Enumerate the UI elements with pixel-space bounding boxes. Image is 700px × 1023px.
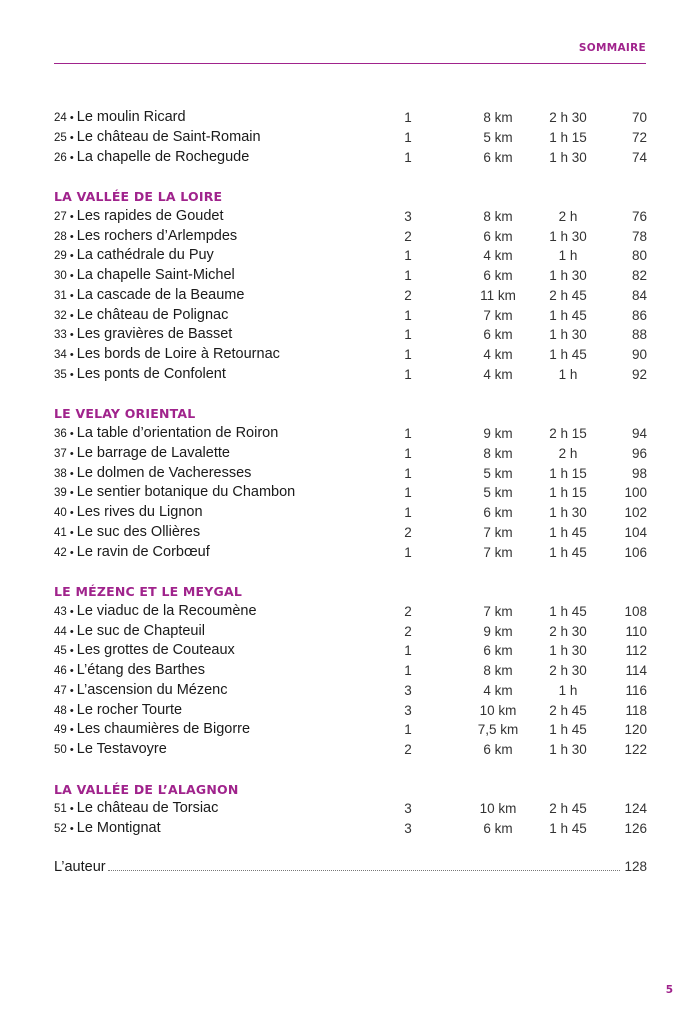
entry-page: 88 (631, 327, 647, 343)
entry-number: 49 (54, 724, 67, 737)
bullet-separator: • (66, 270, 77, 282)
entry-number: 32 (54, 309, 67, 322)
section-spacer (54, 385, 647, 405)
entry-title: Les bords de Loire à Retournac (76, 346, 280, 362)
entry-duration: 1 h 45 (549, 544, 587, 560)
entry-title: Le sentier botanique du Chambon (76, 484, 296, 501)
entry-number: 50 (54, 744, 67, 756)
toc-entry[interactable] (54, 325, 647, 345)
entry-title-group (54, 701, 182, 722)
entry-number: 36 (54, 428, 67, 440)
entry-number: 38 (54, 467, 67, 480)
entry-title-group (54, 543, 210, 564)
toc-entry[interactable] (54, 464, 647, 484)
entry-duration: 1 h 30 (549, 742, 587, 757)
bullet-separator: • (66, 487, 77, 500)
section-heading: LA VALLÉE DE LA LOIRE (54, 189, 223, 204)
toc-entry[interactable] (54, 799, 647, 819)
bullet-separator: • (66, 447, 77, 460)
entry-title-group (54, 740, 167, 761)
entry-distance: 6 km (483, 268, 513, 283)
entry-title-group (54, 661, 205, 682)
toc-entry[interactable] (54, 701, 647, 721)
section-heading: LE VELAY ORIENTAL (54, 406, 196, 422)
entry-title-group (54, 148, 249, 169)
entry-title: Le suc de Chapteuil (76, 622, 205, 639)
bullet-separator: • (66, 210, 77, 223)
entry-title: Le ravin de Corbœuf (76, 543, 210, 560)
entry-title: Le rocher Tourte (76, 701, 183, 718)
entry-page: 76 (631, 208, 647, 224)
toc-entry[interactable] (54, 306, 647, 326)
entry-number: 27 (54, 210, 67, 223)
entry-page: 104 (624, 524, 647, 540)
author-label: L’auteur (54, 859, 106, 875)
entry-difficulty: 1 (404, 149, 412, 165)
bullet-separator: • (66, 625, 77, 638)
toc-entry[interactable] (54, 108, 647, 128)
entry-title-group (54, 681, 228, 702)
bullet-separator: • (66, 605, 77, 618)
bullet-separator: • (66, 526, 77, 539)
entry-distance: 4 km (483, 347, 513, 362)
entry-number: 43 (54, 605, 67, 618)
entry-title-group (54, 503, 203, 524)
entry-distance: 8 km (483, 110, 513, 125)
entry-title: Les rapides de Goudet (76, 207, 224, 224)
entry-title-group (54, 444, 230, 465)
entry-title: Les rochers d’Arlempdes (76, 227, 238, 244)
entry-difficulty: 3 (404, 821, 412, 836)
entry-number: 35 (54, 368, 67, 381)
entry-duration: 2 h 45 (549, 702, 587, 718)
entry-title-group (54, 819, 161, 840)
toc-entry[interactable] (54, 661, 647, 681)
entry-page: 114 (625, 663, 647, 678)
dot-leader (108, 870, 621, 871)
entry-distance: 6 km (483, 643, 513, 659)
entry-duration: 2 h 30 (549, 663, 587, 678)
entry-number: 34 (54, 349, 67, 361)
entry-difficulty: 3 (404, 702, 412, 718)
toc-entry[interactable] (54, 266, 647, 286)
entry-page: 86 (631, 307, 647, 323)
entry-duration: 2 h 15 (549, 426, 587, 441)
toc-entry[interactable] (54, 681, 647, 701)
entry-duration: 1 h 15 (549, 485, 587, 501)
entry-title-group (54, 207, 223, 228)
entry-difficulty: 3 (404, 208, 412, 224)
toc-entry[interactable] (54, 602, 647, 622)
entry-page: 108 (624, 603, 647, 619)
entry-difficulty: 2 (404, 228, 412, 244)
entry-number: 28 (54, 230, 67, 243)
entry-difficulty: 1 (404, 347, 412, 362)
entry-title: La chapelle de Rochegude (76, 148, 250, 165)
entry-duration: 2 h (558, 445, 578, 461)
entry-difficulty: 1 (404, 268, 412, 283)
bullet-separator: • (66, 467, 77, 480)
entry-distance: 7 km (483, 544, 513, 560)
bullet-separator: • (66, 546, 77, 559)
entry-page: 126 (624, 821, 647, 836)
entry-title: Les grottes de Couteaux (76, 642, 235, 659)
bullet-separator: • (66, 724, 77, 737)
entry-number: 41 (54, 526, 67, 539)
entry-duration: 1 h (558, 366, 578, 382)
entry-duration: 1 h 30 (549, 268, 587, 283)
entry-title-group (54, 641, 235, 662)
entry-page: 106 (624, 544, 647, 560)
entry-title: Le viaduc de la Recoumène (76, 602, 257, 619)
toc-entry[interactable] (54, 207, 647, 227)
bullet-separator: • (66, 507, 77, 519)
bullet-separator: • (66, 823, 77, 835)
running-header: SOMMAIRE (578, 42, 646, 54)
toc-entry[interactable] (54, 503, 647, 523)
bullet-separator: • (66, 289, 77, 302)
entry-page: 72 (631, 129, 647, 145)
entry-title-group (54, 622, 205, 643)
entry-difficulty: 1 (404, 248, 412, 264)
entry-duration: 1 h 15 (549, 465, 587, 481)
bullet-separator: • (66, 704, 77, 717)
entry-title-group (54, 523, 200, 544)
entry-title: Le Montignat (76, 820, 161, 836)
entry-number: 47 (54, 684, 67, 697)
entry-title-group (54, 227, 237, 248)
entry-difficulty: 2 (404, 603, 412, 619)
entry-number: 25 (54, 131, 67, 144)
toc-entry[interactable] (54, 740, 647, 760)
entry-title: Le château de Torsiac (76, 800, 219, 817)
entry-title: La cascade de la Beaume (76, 286, 245, 303)
entry-number: 39 (54, 487, 67, 500)
entry-duration: 1 h 45 (549, 524, 587, 540)
bullet-separator: • (66, 329, 77, 342)
entry-title: La chapelle Saint-Michel (76, 267, 235, 283)
entry-page: 98 (631, 465, 647, 481)
entry-difficulty: 3 (404, 682, 412, 698)
entry-page: 80 (631, 248, 647, 264)
toc-entry[interactable] (54, 128, 647, 148)
toc-entry[interactable] (54, 148, 647, 168)
entry-duration: 1 h 30 (549, 327, 587, 343)
entry-title-group (54, 266, 235, 287)
entry-difficulty: 2 (404, 623, 412, 639)
entry-duration: 2 h 30 (549, 623, 587, 639)
entry-duration: 1 h 30 (549, 228, 587, 244)
entry-page: 100 (624, 485, 647, 501)
entry-page: 118 (625, 702, 647, 718)
entry-duration: 1 h 15 (549, 129, 587, 145)
entry-distance: 8 km (483, 445, 513, 461)
entry-distance: 6 km (483, 327, 513, 343)
entry-title: L’étang des Barthes (76, 662, 205, 678)
entry-title: Le barrage de Lavalette (76, 444, 230, 461)
entry-number: 33 (54, 329, 67, 342)
entry-title-group (54, 602, 257, 623)
entry-difficulty: 1 (404, 663, 412, 678)
entry-title-group (54, 108, 186, 129)
bullet-separator: • (66, 112, 77, 124)
toc-entry[interactable] (54, 345, 647, 365)
entry-number: 24 (54, 112, 67, 124)
entry-distance: 11 km (480, 287, 516, 303)
entry-difficulty: 1 (404, 426, 412, 441)
entry-duration: 1 h 45 (549, 603, 587, 619)
entry-difficulty: 2 (404, 524, 412, 540)
bullet-separator: • (66, 684, 77, 697)
entry-title-group (54, 424, 278, 445)
bullet-separator: • (66, 645, 77, 658)
entry-title-group (54, 720, 250, 741)
entry-title: Le château de Saint-Romain (76, 128, 261, 145)
toc-entry[interactable] (54, 286, 647, 306)
entry-distance: 7 km (483, 307, 513, 323)
entry-duration: 2 h 30 (549, 110, 587, 125)
entry-page: 82 (631, 268, 647, 283)
entry-duration: 1 h 45 (549, 307, 587, 323)
bullet-separator: • (66, 665, 77, 677)
toc-entry[interactable] (54, 523, 647, 543)
entry-number: 29 (54, 250, 67, 263)
entry-duration: 1 h 30 (549, 149, 587, 165)
entry-difficulty: 1 (404, 505, 412, 520)
entry-distance: 5 km (483, 465, 513, 481)
entry-duration: 1 h 45 (549, 347, 587, 362)
entry-distance: 6 km (483, 821, 513, 836)
bullet-separator: • (66, 368, 77, 381)
entry-distance: 8 km (483, 208, 513, 224)
toc-entry[interactable] (54, 246, 647, 266)
entry-title-group (54, 246, 214, 267)
entry-number: 30 (54, 270, 67, 282)
entry-page: 124 (624, 801, 647, 817)
entry-difficulty: 1 (404, 129, 412, 145)
entry-title: Le suc des Ollières (76, 523, 201, 540)
entry-distance: 6 km (483, 228, 513, 244)
entry-duration: 1 h 45 (549, 821, 587, 836)
entry-difficulty: 2 (404, 742, 412, 757)
entry-page: 70 (631, 110, 647, 125)
entry-page: 116 (625, 682, 647, 698)
header-divider (54, 63, 646, 64)
bullet-separator: • (66, 250, 77, 263)
toc-entry[interactable] (54, 444, 647, 464)
entry-distance: 4 km (483, 248, 513, 264)
entry-number: 26 (54, 151, 67, 164)
entry-duration: 2 h 45 (549, 287, 587, 303)
bullet-separator: • (66, 744, 77, 756)
entry-number: 51 (54, 803, 67, 816)
bullet-separator: • (66, 151, 77, 164)
entry-page: 78 (631, 228, 647, 244)
toc-entry[interactable] (54, 227, 647, 247)
entry-title-group (54, 365, 226, 386)
toc-entry[interactable] (54, 424, 647, 444)
entry-duration: 1 h (558, 682, 578, 698)
entry-difficulty: 2 (404, 287, 412, 303)
page-number: 5 (665, 984, 673, 996)
entry-number: 31 (54, 289, 67, 302)
entry-page: 112 (625, 643, 647, 659)
entry-distance: 7,5 km (477, 722, 519, 738)
entry-title: L’ascension du Mézenc (76, 681, 228, 698)
entry-title: Les gravières de Basset (76, 326, 233, 343)
entry-distance: 5 km (483, 485, 513, 501)
entry-page: 90 (631, 347, 647, 362)
entry-title-group (54, 286, 244, 307)
entry-difficulty: 1 (404, 366, 412, 382)
author-page: 128 (624, 859, 647, 874)
toc-entry[interactable] (54, 819, 647, 839)
entry-page: 96 (631, 445, 647, 461)
table-of-contents (54, 108, 647, 839)
entry-page: 122 (624, 742, 647, 757)
entry-title: Les chaumières de Bigorre (76, 721, 251, 738)
entry-difficulty: 1 (404, 110, 412, 125)
entry-page: 74 (631, 149, 647, 165)
entry-title-group (54, 345, 280, 366)
entry-title: Le château de Polignac (76, 306, 229, 323)
entry-title-group (54, 325, 232, 346)
bullet-separator: • (66, 131, 77, 144)
entry-title: La cathédrale du Puy (76, 247, 214, 264)
entry-title: Les ponts de Confolent (76, 365, 226, 382)
entry-number: 42 (54, 546, 67, 559)
entry-number: 40 (54, 507, 67, 519)
entry-title-group (54, 128, 261, 149)
entry-difficulty: 1 (404, 327, 412, 343)
entry-distance: 7 km (483, 524, 513, 540)
entry-distance: 6 km (483, 505, 513, 520)
entry-distance: 10 km (479, 702, 517, 718)
entry-number: 46 (54, 665, 67, 677)
bullet-separator: • (66, 309, 77, 322)
entry-duration: 1 h 30 (549, 505, 587, 520)
entry-title-group (54, 464, 251, 485)
entry-distance: 5 km (483, 129, 513, 145)
entry-page: 94 (631, 426, 647, 441)
entry-page: 102 (624, 505, 647, 520)
entry-difficulty: 3 (404, 801, 412, 817)
entry-title-group (54, 799, 218, 820)
entry-duration: 1 h 30 (549, 643, 587, 659)
entry-title: La table d’orientation de Roiron (76, 425, 279, 441)
entry-distance: 4 km (483, 682, 513, 698)
bullet-separator: • (66, 349, 77, 361)
entry-duration: 2 h (558, 208, 578, 224)
toc-entry[interactable] (54, 365, 647, 385)
entry-duration: 1 h (558, 248, 578, 264)
entry-distance: 10 km (479, 801, 517, 817)
entry-duration: 1 h 45 (549, 722, 587, 738)
entry-distance: 6 km (483, 149, 513, 165)
entry-distance: 9 km (483, 623, 513, 639)
entry-difficulty: 1 (404, 307, 412, 323)
toc-entry[interactable] (54, 641, 647, 661)
toc-entry[interactable] (54, 483, 647, 503)
entry-page: 84 (631, 287, 647, 303)
entry-title: Les rives du Lignon (76, 504, 203, 520)
section-spacer (54, 562, 647, 582)
section-heading: LE MÉZENC ET LE MEYGAL (54, 584, 243, 599)
entry-number: 37 (54, 447, 67, 460)
entry-title-group (54, 483, 295, 504)
section-spacer (54, 167, 647, 187)
entry-title: Le dolmen de Vacheresses (76, 464, 252, 481)
toc-entry[interactable] (54, 720, 647, 740)
entry-number: 44 (54, 625, 67, 638)
entry-distance: 6 km (483, 742, 513, 757)
entry-distance: 9 km (483, 426, 513, 441)
bullet-separator: • (66, 428, 77, 440)
toc-entry[interactable] (54, 543, 647, 563)
entry-title: Le Testavoyre (76, 741, 167, 757)
entry-difficulty: 1 (404, 445, 412, 461)
entry-distance: 7 km (483, 603, 513, 619)
section-heading: LA VALLÉE DE L’ALAGNON (54, 781, 239, 797)
entry-difficulty: 1 (404, 544, 412, 560)
toc-entry[interactable] (54, 622, 647, 642)
entry-number: 52 (54, 823, 67, 835)
entry-title-group (54, 306, 228, 327)
entry-difficulty: 1 (404, 722, 412, 738)
entry-difficulty: 1 (404, 643, 412, 659)
entry-number: 48 (54, 704, 67, 717)
entry-distance: 4 km (483, 366, 513, 382)
section-spacer (54, 760, 647, 780)
entry-page: 110 (625, 623, 647, 639)
entry-title: Le moulin Ricard (76, 109, 186, 125)
bullet-separator: • (66, 803, 77, 816)
author-entry[interactable] (54, 859, 647, 875)
bullet-separator: • (66, 230, 77, 243)
entry-difficulty: 1 (404, 465, 412, 481)
entry-number: 45 (54, 645, 67, 658)
entry-difficulty: 1 (404, 485, 412, 501)
entry-page: 120 (624, 722, 647, 738)
entry-page: 92 (631, 366, 647, 382)
entry-distance: 8 km (483, 663, 513, 678)
entry-duration: 2 h 45 (549, 801, 587, 817)
